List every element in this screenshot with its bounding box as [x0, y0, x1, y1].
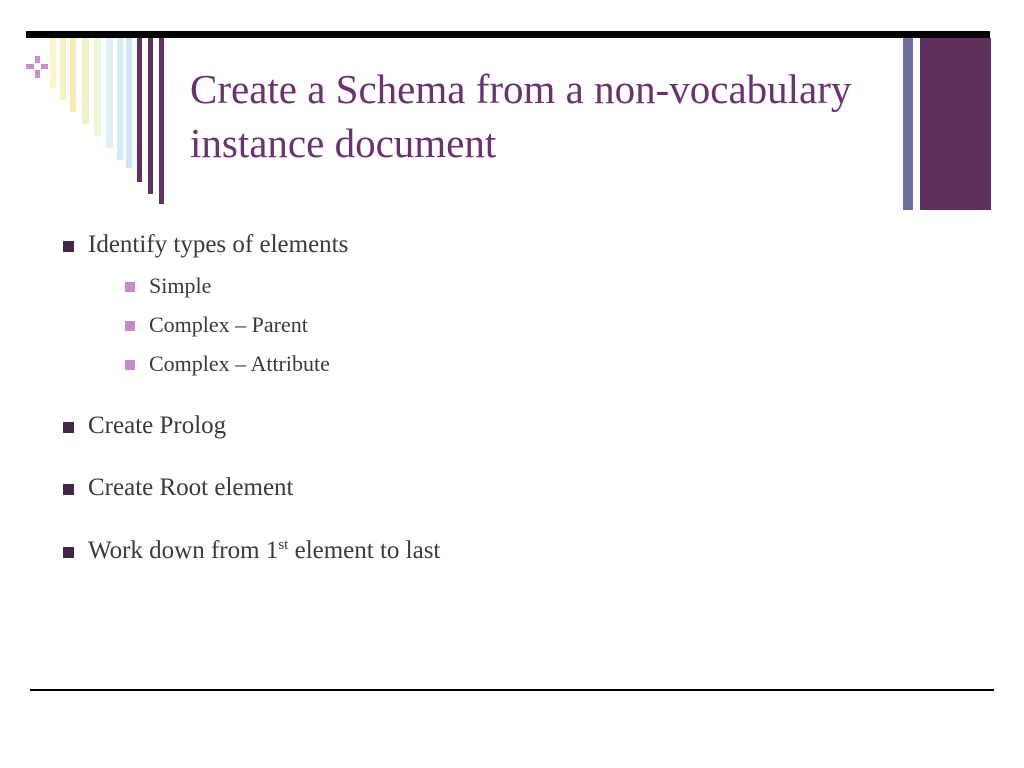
bullet-item: [88, 411, 226, 441]
ordinal-suffix: st: [278, 537, 289, 553]
bullet-square-icon: [63, 241, 74, 252]
stripe-pale-blue-2: [117, 38, 123, 160]
right-accent-bar-thick: [920, 38, 991, 210]
sub-bullet-text: Complex – Attribute: [149, 351, 330, 376]
bullet-text-end: element to last: [288, 537, 441, 564]
sub-bullet-text: Simple: [149, 273, 212, 298]
stripe-pale-yellow-2: [60, 38, 66, 100]
slide-title: Create a Schema from a non-vocabulary instance document: [190, 66, 852, 166]
bullet-item: [88, 536, 440, 566]
stripe-purple-3: [159, 38, 164, 204]
right-accent-bar-thin: [903, 38, 913, 210]
sub-bullet-square-icon: [125, 282, 135, 292]
bullet-text: Identify types of elements: [88, 231, 349, 258]
stripe-pale-green: [94, 38, 101, 136]
stripe-pale-yellow-3: [70, 38, 76, 112]
sub-bullet-square-icon: [125, 360, 135, 370]
stripe-pale-blue-3: [126, 38, 132, 168]
stripe-pale-yellow-1: [50, 38, 56, 88]
sub-bullet-item: [149, 312, 308, 338]
bullet-text: Create Root element: [88, 474, 294, 501]
bullet-square-icon: [63, 422, 74, 433]
top-rule: [26, 31, 990, 38]
stripe-purple-1: [137, 38, 142, 182]
bullet-item: [88, 230, 348, 260]
sub-bullet-item: [149, 273, 211, 299]
stripe-purple-2: [148, 38, 153, 194]
sub-bullet-square-icon: [125, 321, 135, 331]
plus-icon: [26, 56, 48, 78]
bullet-text: Create Prolog: [88, 412, 227, 439]
stripe-pale-yellow-4: [82, 38, 89, 124]
sub-bullet-text: Complex – Parent: [149, 312, 308, 337]
bullet-square-icon: [63, 484, 74, 495]
bullet-item: [88, 473, 293, 503]
sub-bullet-item: [149, 351, 330, 377]
bottom-rule: [30, 689, 994, 691]
bullet-text-start: Work down from 1: [88, 537, 279, 564]
stripe-pale-blue-1: [106, 38, 113, 148]
bullet-square-icon: [63, 547, 74, 558]
